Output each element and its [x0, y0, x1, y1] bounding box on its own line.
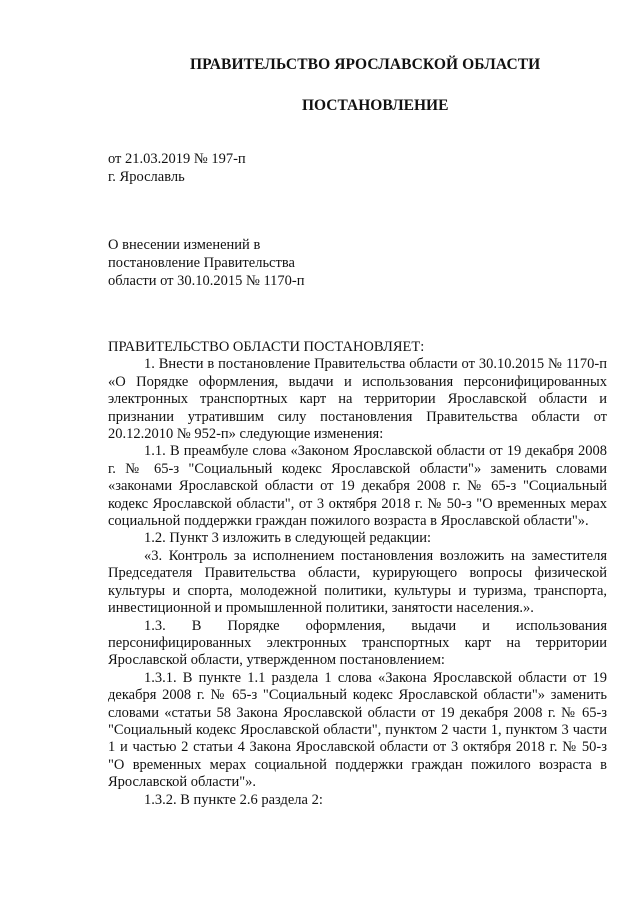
subject-line: О внесении изменений в — [108, 237, 261, 253]
document-date-number: от 21.03.2019 № 197-п — [108, 151, 246, 167]
document-meta — [108, 150, 246, 186]
paragraph-1-2: 1.2. Пункт 3 изложить в следующей редакции: — [144, 530, 432, 547]
document-org-heading: ПРАВИТЕЛЬСТВО ЯРОСЛАВСКОЙ ОБЛАСТИ — [190, 56, 541, 73]
paragraph-1-3-2: 1.3.2. В пункте 2.6 раздела 2: — [144, 791, 323, 808]
subject-line: области от 30.10.2015 № 1170-п — [108, 273, 305, 289]
subject-line: постановление Правительства — [108, 255, 295, 271]
paragraph-1-2-quote: «3. Контроль за исполнением постановления возложить на заместителя Председателя Правительства области, курирующего вопросы физической культуры и спорта, молодежной политики, культуры и туризма, транспорта, инвестиционной и промышленной политики, занятости населения.». — [108, 547, 607, 617]
paragraph-1-3: 1.3. В Порядке оформления, выдачи и использования персонифицированных электронных транспортных карт на территории Ярославской области, утвержденном постановлением: — [108, 617, 607, 669]
document-type-heading: ПОСТАНОВЛЕНИЕ — [302, 97, 449, 114]
document-city: г. Ярославль — [108, 169, 185, 185]
paragraph-1-1: 1.1. В преамбуле слова «Законом Ярославской области от 19 декабря 2008 г. № 65-з "Социальный кодекс Ярославской области"» заменить словами «законами Ярославской области от 19 декабря 2008 г. № 65-з "Социальный кодекс Ярославской области", от 3 октября 2018 г. № 50-з "О временных мерах социальной поддержки граждан пожилого возраста в Ярославской области"». — [108, 443, 607, 530]
paragraph-1-3-1: 1.3.1. В пункте 1.1 раздела 1 слова «Закона Ярославской области от 19 декабря 2008 г. № 65-з "Социальный кодекс Ярославской области"» заменить словами «статьи 58 Закона Ярославской области от 19 декабря 2008 г. № 65-з "Социальный кодекс Ярославской области", пунктом 2 части 1, пунктом 3 части 1 и частью 2 статьи 4 Закона Ярославской области от 3 октября 2018 г. № 50-з "О временных мерах социальной поддержки граждан пожилого возраста в Ярославской области"». — [108, 669, 607, 791]
paragraph-1: 1. Внести в постановление Правительства области от 30.10.2015 № 1170-п «О Порядке оформления, выдачи и использования персонифицированных электронных транспортных карт на территории Ярославской области и признании утратившим силу постановления Правительства области от 20.12.2010 № 952-п» следующие изменения: — [108, 356, 607, 443]
document-body — [108, 339, 607, 809]
decree-statement: ПРАВИТЕЛЬСТВО ОБЛАСТИ ПОСТАНОВЛЯЕТ: — [108, 339, 425, 355]
document-subject — [108, 236, 305, 290]
